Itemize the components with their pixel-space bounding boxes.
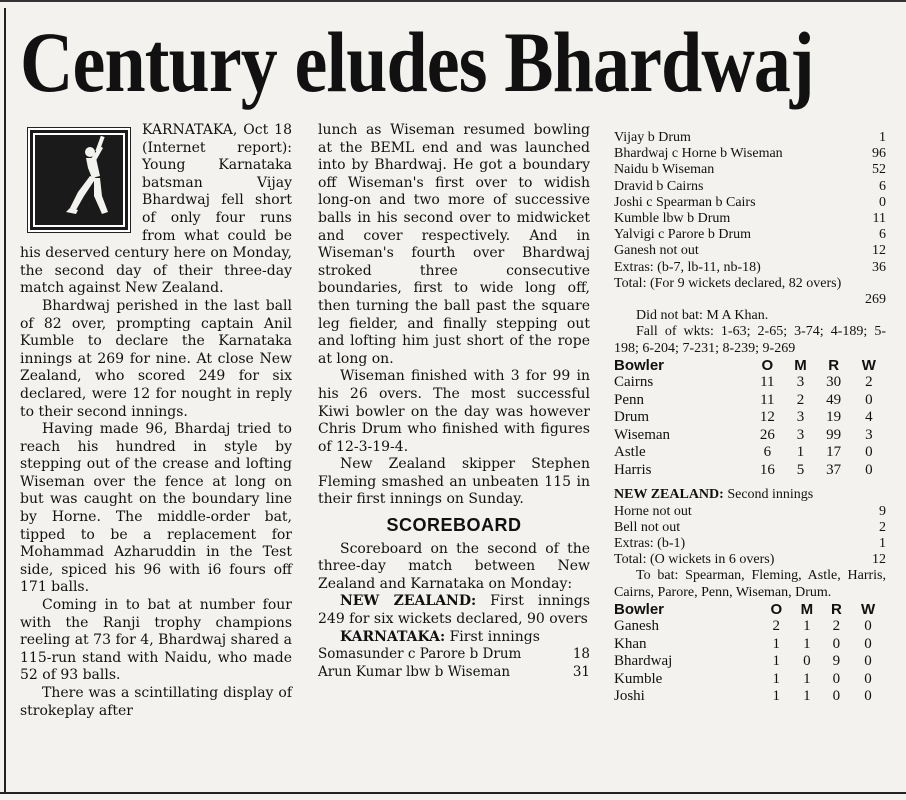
overs: 16 (759, 461, 775, 478)
wickets: 4 (865, 409, 873, 426)
runs: 37 (826, 461, 842, 478)
article-paragraph: Coming in to bat at number four with the Ranji trophy champions reeling at 73 for 4, Bhardwaj shared a 115-run stand with Naidu, who made 52 of 93 balls. (20, 597, 292, 684)
runs: 9 (832, 653, 841, 670)
scoreboard-heading: SCOREBOARD (386, 515, 522, 536)
bowling-header-row (614, 357, 886, 375)
maidens: 3 (796, 426, 805, 443)
batsman-name: Dravid b Cairns (614, 178, 704, 194)
scoreboard-intro: Scoreboard on the second of the three-day match between New Zealand and Karnataka on Monday: (318, 540, 590, 592)
runs: 99 (826, 426, 842, 443)
article-paragraph: New Zealand skipper Stephen Fleming smashed an unbeaten 115 in their first innings on Sunday. (318, 456, 590, 508)
batsman-runs: 6 (879, 178, 886, 194)
batsman-runs: 0 (879, 194, 886, 210)
nz-second-label: NEW ZEALAND: (614, 487, 724, 503)
bowler-name: Bhardwaj (614, 653, 673, 670)
wickets: 3 (865, 426, 873, 443)
overs: 11 (760, 391, 775, 408)
article-column-2 (318, 122, 590, 681)
wickets: 0 (864, 653, 872, 670)
batsman-runs: 1 (879, 535, 886, 551)
overs: 1 (772, 670, 781, 687)
wickets: 0 (865, 444, 873, 461)
runs-header: R (830, 600, 842, 618)
batting-row (614, 243, 886, 259)
batting-row (614, 146, 886, 162)
batsman-name: Somasunder c Parore b Drum (318, 646, 522, 663)
runs: 0 (832, 635, 841, 652)
bowling-row (614, 427, 886, 445)
bowling-row (614, 671, 886, 689)
wickets-header: W (861, 356, 876, 374)
batsman-runs: 11 (872, 211, 886, 227)
batsman-runs: 1 (879, 130, 886, 145)
batsman-name: Vijay b Drum (614, 130, 691, 145)
overs-header: O (761, 356, 774, 374)
article-paragraph: Bhardwaj perished in the last ball of 82 over, prompting captain Anil Kumble to declare the Karnataka innings at 269 for nine. At close New Zealand, who scored 249 for six declared, were 12 for nought in reply to their second innings. (20, 297, 292, 420)
runs-header: R (828, 356, 840, 374)
bottom-rule (0, 792, 906, 794)
batsman-name: Yalvigi c Parore b Drum (614, 227, 752, 243)
batsman-name: Arun Kumar lbw b Wiseman (318, 663, 511, 680)
bowler-name: Cairns (614, 374, 654, 391)
to-bat: To bat: Spearman, Fleming, Astle, Harris, Cairns, Parore, Penn, Wiseman, Drum. (614, 568, 886, 600)
runs: 19 (826, 409, 842, 426)
batting-row (614, 536, 886, 552)
maidens: 1 (803, 618, 811, 635)
kar-total (614, 276, 886, 308)
bowling-row (614, 444, 886, 462)
bowler-name: Harris (614, 461, 652, 478)
batsman-runs: 9 (879, 503, 886, 519)
bowler-name: Ganesh (614, 618, 659, 635)
did-not-bat: Did not bat: M A Khan. (636, 308, 769, 324)
kar-bowling-table (614, 601, 886, 706)
batting-row (614, 162, 886, 178)
bowler-header: Bowler (614, 356, 665, 374)
kar-label: KARNATAKA: (340, 628, 446, 645)
batting-row (614, 227, 886, 243)
scoreboard-column (614, 130, 886, 706)
maidens-header: M (800, 600, 814, 618)
maidens-header: M (794, 356, 807, 374)
overs: 2 (772, 618, 781, 635)
batsman-name: Bell not out (614, 519, 681, 535)
article-paragraph: There was a scintillating display of strokeplay after (20, 685, 292, 719)
runs: 0 (832, 670, 841, 687)
overs: 6 (763, 444, 772, 461)
batsman-runs: 12 (872, 552, 886, 568)
article-paragraph: KARNATAKA, Oct 18 (Internet report): Young Karnataka batsman Vijay Bhardwaj fell short of only four runs from what could be his deserved century here on Monday, the second day of their three-day match against New Zealand. (20, 122, 292, 297)
maidens: 1 (796, 444, 805, 461)
batting-row (614, 179, 886, 195)
bowler-name: Wiseman (614, 426, 671, 443)
wickets: 2 (865, 374, 873, 391)
runs: 17 (826, 444, 842, 461)
batting-row (614, 520, 886, 536)
nz-second-text: Second innings (727, 487, 814, 503)
batting-row (614, 211, 886, 227)
batsman-runs: 31 (572, 663, 590, 680)
wickets: 0 (864, 670, 872, 687)
runs: 0 (832, 688, 841, 705)
runs: 49 (826, 391, 842, 408)
kar-total-text: Total: (For 9 wickets declared, 82 overs) (614, 275, 842, 291)
article-paragraph: lunch as Wiseman resumed bowling at the BEML end and was launched into by Bhardwaj. He got a boundary off Wiseman's first over to widish long-on and two more of successive balls in his second over to midwicket and cover respectively. And in Wiseman's fourth over Bhardwaj stroked three consecutive boundaries, first to wide long off, then turning the ball past the square leg fielder, and finally stepping out and lofting him just short of the rope at long on. (318, 122, 590, 367)
bowler-name: Penn (614, 391, 644, 408)
top-rule (0, 0, 906, 8)
headline: Century eludes Bhardwaj (20, 14, 814, 110)
maidens: 2 (796, 391, 805, 408)
wickets: 0 (865, 391, 873, 408)
bowler-header: Bowler (614, 600, 665, 618)
bowling-row (614, 374, 886, 392)
batsman-runs: 2 (879, 519, 886, 535)
nz-first-label: NEW ZEALAND: (340, 593, 477, 610)
article-paragraph: Having made 96, Bhardaj tried to reach his hundred in style by stepping out of the crease and lofting Wiseman over the fence at long on but was caught on the boundary line by Horne. The middle-order bat, tipped to be a replacement for Mohammad Azharuddin in the Test side, spiced his 96 with i6 fours off 171 balls. (20, 421, 292, 596)
bowling-row (614, 636, 886, 654)
batsman-runs: 12 (872, 243, 886, 259)
overs: 26 (759, 426, 775, 443)
bowler-name: Kumble (614, 670, 663, 687)
wickets-header: W (860, 600, 876, 618)
maidens: 5 (796, 461, 805, 478)
maidens: 1 (803, 688, 811, 705)
batting-row (318, 664, 590, 682)
fall-of-wickets: Fall of wkts: 1-63; 2-65; 3-74; 4-189; 5-198; 6-204; 7-231; 8-239; 9-269 (614, 324, 886, 356)
overs: 1 (772, 688, 781, 705)
batsman-name: Ganesh not out (614, 243, 699, 259)
batting-row (318, 646, 590, 664)
bowling-row (614, 653, 886, 671)
batting-row (614, 130, 886, 146)
batsman-name: Joshi c Spearman b Cairs (614, 194, 756, 210)
left-column-rule (4, 8, 6, 794)
runs: 2 (832, 618, 841, 635)
batting-row (614, 504, 886, 520)
batting-row (614, 195, 886, 211)
overs: 1 (772, 653, 781, 670)
batsman-name: Extras: (b-7, lb-11, nb-18) (614, 259, 761, 275)
batsman-name: Kumble lbw b Drum (614, 211, 731, 227)
batsman-name: Total: (O wickets in 6 overs) (614, 552, 775, 568)
nz-bowling-table (614, 357, 886, 480)
kar-text: First innings (449, 628, 540, 645)
batsman-runs: 52 (872, 162, 886, 178)
wickets: 0 (864, 688, 872, 705)
batting-row (614, 260, 886, 276)
bowling-row (614, 409, 886, 427)
bowling-row (614, 618, 886, 636)
batsman-silhouette-icon (28, 128, 130, 232)
overs: 11 (760, 374, 775, 391)
batsman-name: Bhardwaj c Horne b Wiseman (614, 146, 783, 162)
article-paragraph: Wiseman finished with 3 for 99 in his 26 overs. The most successful Kiwi bowler on the day was however Chris Drum who finished with figures of 12-3-19-4. (318, 368, 590, 455)
overs: 12 (759, 409, 775, 426)
bowling-row (614, 392, 886, 410)
batsman-runs: 96 (872, 146, 886, 162)
nz-second-innings (614, 487, 886, 503)
article-column-1 (20, 122, 292, 720)
nz-first-innings (318, 593, 590, 628)
kar-total-value: 269 (865, 292, 886, 308)
batsman-runs: 6 (879, 227, 886, 243)
bowling-row (614, 462, 886, 480)
wickets: 0 (865, 461, 873, 478)
maidens: 3 (796, 409, 805, 426)
overs: 1 (772, 635, 781, 652)
maidens: 0 (803, 653, 811, 670)
batsman-runs: 36 (872, 259, 886, 275)
bowler-name: Khan (614, 635, 647, 652)
bowling-row (614, 688, 886, 706)
batting-row (614, 552, 886, 568)
bowler-name: Astle (614, 444, 646, 461)
wickets: 0 (864, 618, 872, 635)
bowler-name: Drum (614, 409, 649, 426)
runs: 30 (826, 374, 842, 391)
maidens: 1 (803, 670, 811, 687)
maidens: 1 (803, 635, 811, 652)
batsman-name: Naidu b Wiseman (614, 162, 715, 178)
bowler-name: Joshi (614, 688, 645, 705)
kar-first-innings (318, 629, 590, 647)
batsman-name: Extras: (b-1) (614, 535, 686, 551)
batsman-name: Horne not out (614, 503, 692, 519)
maidens: 3 (796, 374, 805, 391)
batsman-runs: 18 (572, 646, 590, 663)
overs-header: O (770, 600, 783, 618)
nz-first-text: First innings 249 for six wickets declared, 90 overs (318, 593, 591, 628)
wickets: 0 (864, 635, 872, 652)
bowling-header-row (614, 601, 886, 619)
